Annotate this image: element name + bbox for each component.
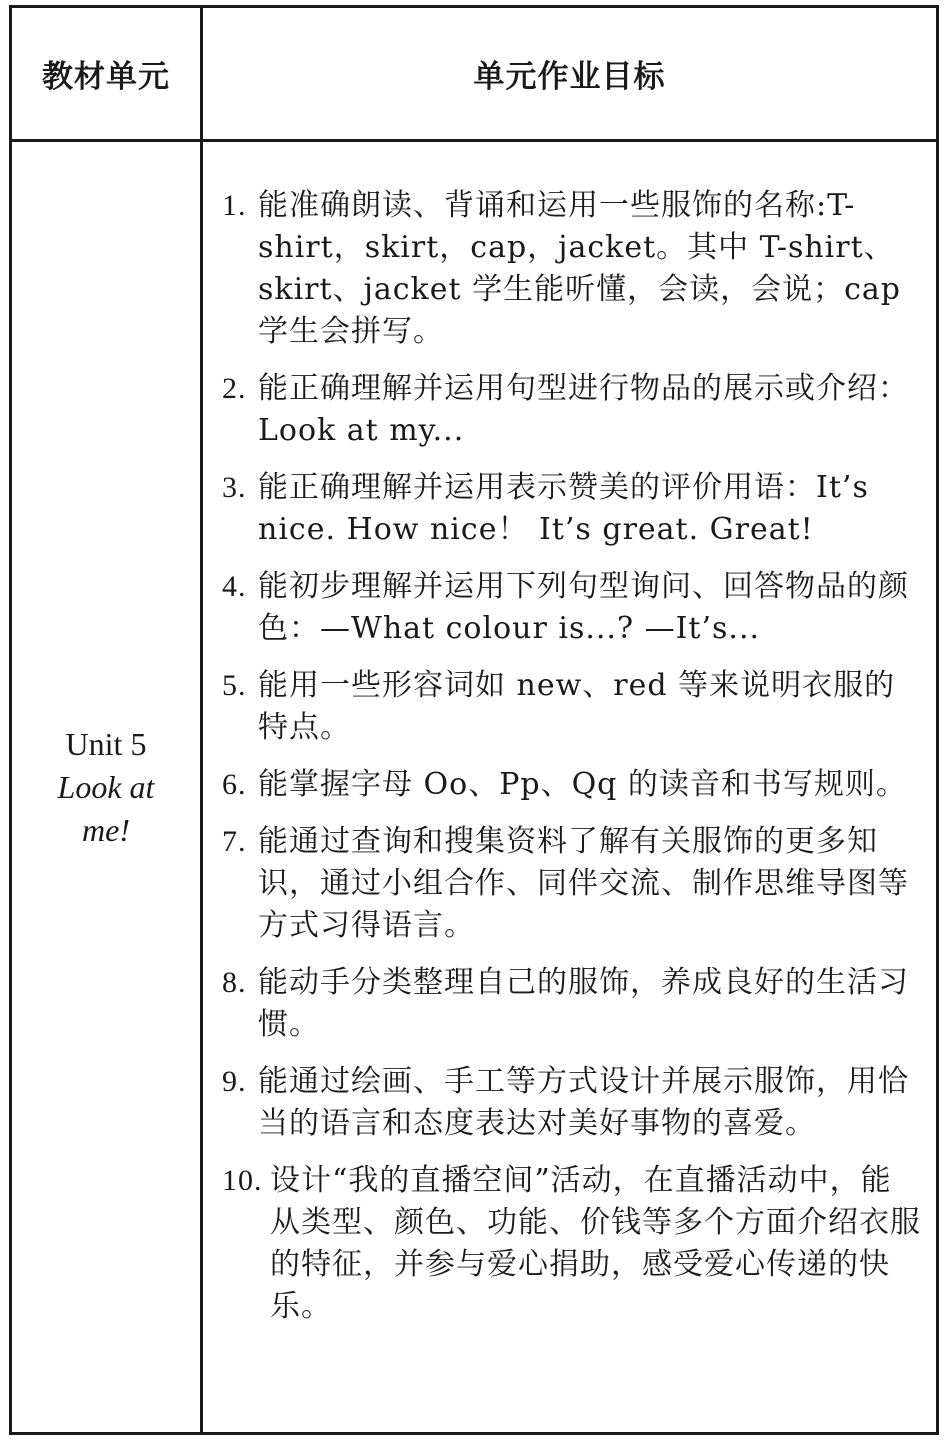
goal-number: 7. (222, 825, 247, 858)
list-item (222, 467, 922, 551)
list-item (222, 1160, 922, 1328)
list-item (222, 821, 922, 947)
list-item (222, 1061, 922, 1145)
column-divider (200, 8, 203, 1432)
goal-number: 5. (222, 669, 247, 702)
unit-cell (12, 142, 200, 1432)
goal-text: 能通过绘画、手工等方式设计并展示服饰，用恰当的语言和态度表达对美好事物的喜爱。 (258, 1064, 909, 1141)
goal-text: 设计“我的直播空间”活动，在直播活动中，能从类型、颜色、功能、价钱等多个方面介绍衣服的特征，并参与爱心捐助，感受爱心传递的快乐。 (270, 1163, 921, 1324)
goal-text: 能正确理解并运用句型进行物品的展示或介绍：Look at my... (258, 371, 909, 448)
list-item (222, 665, 922, 749)
goal-number: 8. (222, 966, 247, 999)
goal-number: 6. (222, 768, 247, 801)
header-goals-column: 单元作业目标 (473, 59, 666, 95)
goal-text: 能准确朗读、背诵和运用一些服饰的名称:T-shirt，skirt，cap，jacket。其中 T-shirt、skirt、jacket 学生能听懂，会读，会说；cap 学生会拼写。 (258, 188, 901, 349)
goal-text: 能初步理解并运用下列句型询问、回答物品的颜色：—What colour is...? —It’s... (258, 569, 909, 646)
goal-text: 能通过查询和搜集资料了解有关服饰的更多知识，通过小组合作、同伴交流、制作思维导图等方式习得语言。 (258, 824, 909, 943)
list-item (222, 566, 922, 650)
goal-text: 能用一些形容词如 new、red 等来说明衣服的特点。 (258, 668, 896, 745)
goal-number: 3. (222, 471, 247, 504)
header-unit-column: 教材单元 (42, 59, 170, 95)
goal-text: 能掌握字母 Oo、Pp、Qq 的读音和书写规则。 (258, 767, 907, 802)
goal-number: 1. (222, 189, 247, 222)
goals-list (222, 185, 922, 1343)
goal-text: 能正确理解并运用表示赞美的评价用语：It’s nice. How nice！ It’s great. Great! (258, 470, 869, 547)
goal-text: 能动手分类整理自己的服饰，养成良好的生活习惯。 (258, 965, 909, 1042)
goal-number: 9. (222, 1065, 247, 1098)
goal-number: 4. (222, 570, 247, 603)
unit-title: Look at me! (57, 768, 155, 848)
unit-number: Unit 5 (65, 725, 147, 762)
list-item (222, 962, 922, 1046)
list-item (222, 185, 922, 353)
goal-number: 10. (222, 1164, 263, 1197)
list-item (222, 764, 922, 806)
goal-number: 2. (222, 372, 247, 405)
list-item (222, 368, 922, 452)
